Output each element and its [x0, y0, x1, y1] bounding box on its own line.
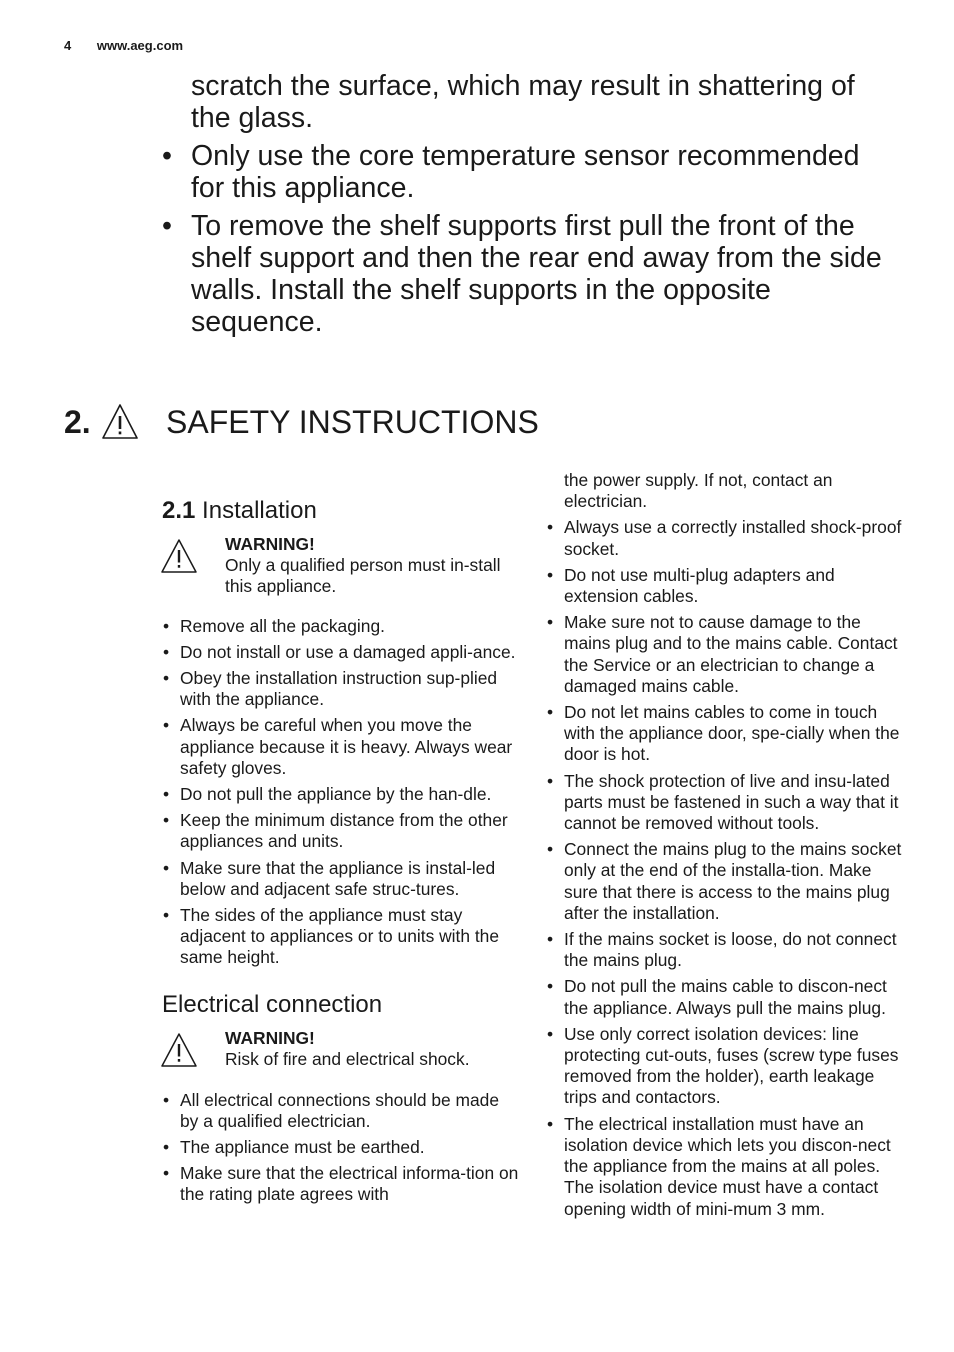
list-item: • The appliance must be earthed.	[160, 1137, 520, 1158]
right-column	[544, 470, 904, 1225]
list-item: • Do not pull the appliance by the han-dle.	[160, 784, 520, 805]
warning-text: Risk of fire and electrical shock.	[225, 1048, 470, 1069]
list-item: • Always be careful when you move the appliance because it is heavy. Always wear safety gloves.	[160, 715, 520, 779]
list-item: • Only use the core temperature sensor recommended for this appliance.	[160, 140, 900, 204]
warning-triangle-icon	[160, 538, 198, 574]
installation-heading	[162, 496, 520, 526]
list-item: • If the mains socket is loose, do not connect the mains plug.	[544, 929, 904, 971]
website-url: www.aeg.com	[96, 38, 184, 53]
left-column	[160, 496, 520, 1211]
warning-text: Only a qualified person must in-stall this appliance.	[225, 555, 501, 597]
list-item: • Make sure that the electrical informa-tion on the rating plate agrees with	[160, 1163, 520, 1205]
list-item: • Do not use multi-plug adapters and extension cables.	[544, 565, 904, 607]
list-item: • To remove the shelf supports first pull the front of the shelf support and then the rear end away from the side walls. Install the shelf supports in the opposite sequence.	[160, 210, 900, 338]
list-item: scratch the surface, which may result in shattering of the glass.	[191, 70, 855, 134]
warning-title: WARNING!	[225, 1027, 315, 1048]
list-item: • Connect the mains plug to the mains socket only at the end of the installa-tion. Make sure that there is access to the mains plug after the installation.	[544, 839, 904, 924]
list-item-continuation: the power supply. If not, contact an electrician.	[564, 470, 833, 512]
list-item: • The electrical installation must have an isolation device which lets you discon-nect the appliance from the mains at all poles. The isolation device must have a contact opening width of mini-mum 3 mm.	[544, 1114, 904, 1220]
section-heading	[64, 400, 539, 444]
page-number: 4	[64, 38, 72, 53]
section-number: 2.	[64, 404, 91, 440]
electrical-list	[160, 1090, 520, 1206]
electrical-warning	[160, 1028, 520, 1072]
list-item: • The sides of the appliance must stay adjacent to appliances or to units with the same height.	[160, 905, 520, 969]
list-item: • Remove all the packaging.	[160, 616, 520, 637]
list-item: • Make sure that the appliance is instal-led below and adjacent safe struc-tures.	[160, 858, 520, 900]
warning-title: WARNING!	[225, 534, 315, 554]
electrical-heading: Electrical connection	[162, 990, 383, 1018]
list-item: • Do not install or use a damaged appli-ance.	[160, 642, 520, 663]
installation-list	[160, 616, 520, 969]
subsection-number: 2.1	[162, 497, 196, 524]
electrical-list-continued	[544, 470, 904, 1220]
top-bullet-list	[160, 70, 900, 344]
section-title: SAFETY INSTRUCTIONS	[166, 404, 539, 440]
list-item: • Do not pull the mains cable to discon-nect the appliance. Always pull the mains plug.	[544, 976, 904, 1018]
warning-triangle-icon	[160, 1032, 198, 1068]
warning-triangle-icon	[100, 402, 140, 442]
list-item: • All electrical connections should be made by a qualified electrician.	[160, 1090, 520, 1132]
list-item: • Obey the installation instruction sup-plied with the appliance.	[160, 668, 520, 710]
list-item: • The shock protection of live and insu-lated parts must be fastened in such a way that it cannot be removed without tools.	[544, 771, 904, 835]
list-item: • Do not let mains cables to come in touch with the appliance door, spe-cially when the door is hot.	[544, 702, 904, 766]
installation-warning	[160, 534, 520, 598]
list-item: • Use only correct isolation devices: line protecting cut-outs, fuses (screw type fuses removed from the holder), earth leakage trips and contactors.	[544, 1024, 904, 1109]
page-header	[64, 38, 183, 53]
subsection-title: Installation	[202, 497, 317, 524]
list-item: • Always use a correctly installed shock-proof socket.	[544, 517, 904, 559]
list-item: • Keep the minimum distance from the other appliances and units.	[160, 810, 520, 852]
list-item: • Make sure not to cause damage to the mains plug and to the mains cable. Contact the Service or an electrician to change a damaged mains cable.	[544, 612, 904, 697]
